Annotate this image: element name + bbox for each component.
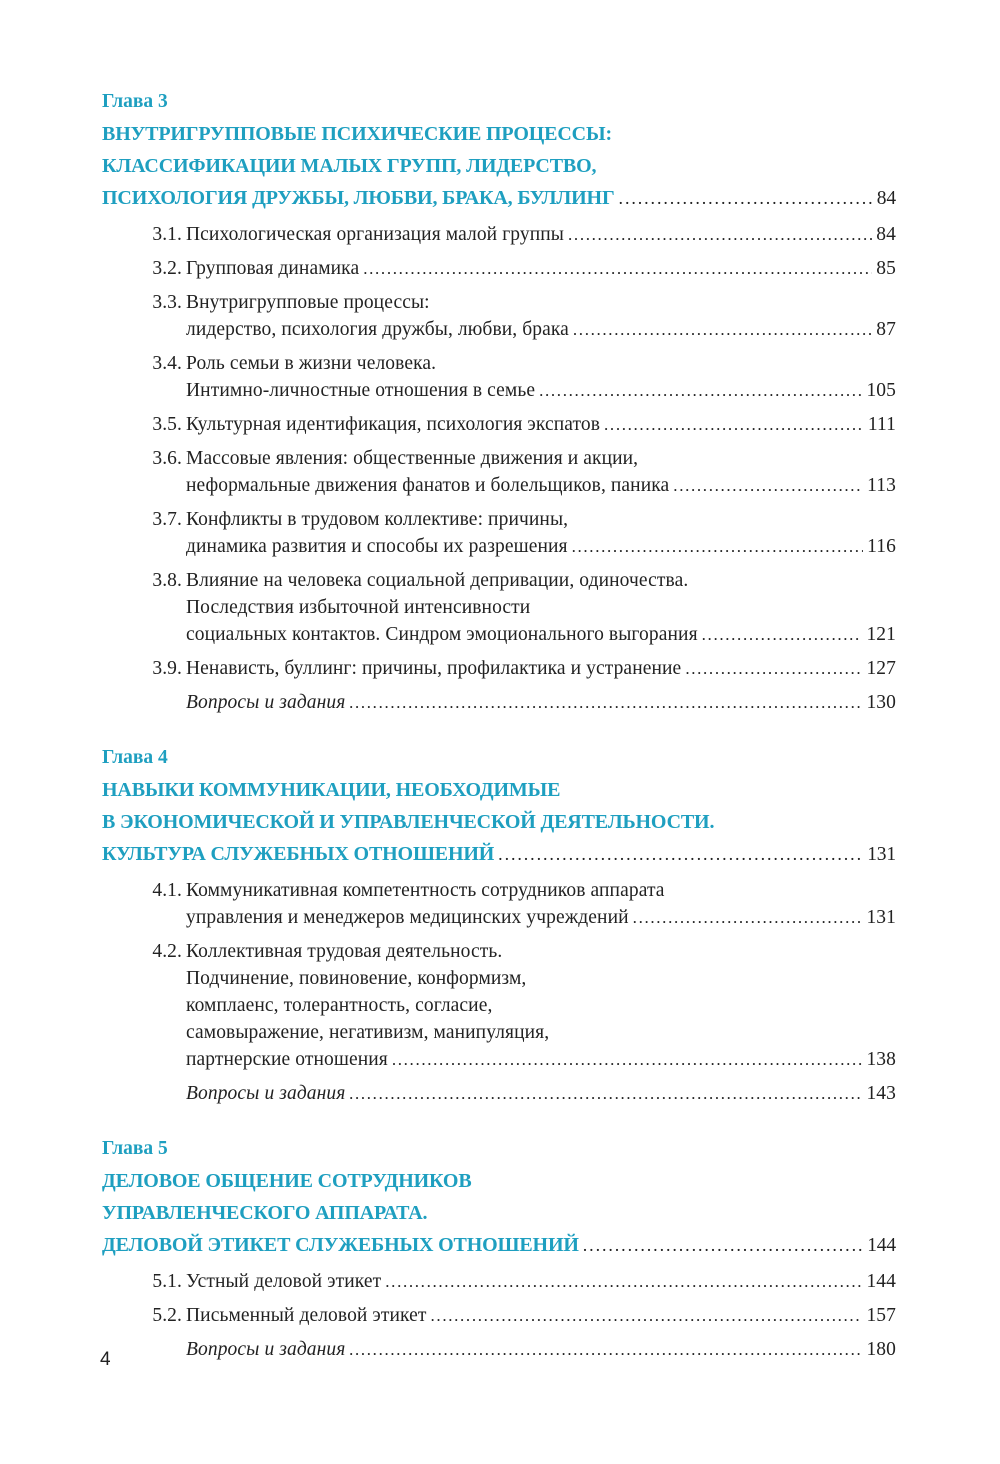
dot-leader: [702, 621, 863, 648]
chapter-title-line-last: [102, 182, 896, 215]
section-page: 84: [876, 224, 896, 245]
section-title: [186, 506, 896, 560]
section-number: 3.7.: [152, 509, 182, 530]
toc-entry: [102, 1302, 896, 1329]
dot-leader: [572, 533, 864, 560]
questions-body: [102, 1336, 896, 1363]
section-page: 85: [876, 258, 896, 279]
section-page: 131: [866, 907, 896, 928]
section-title: [186, 221, 896, 248]
section-title-line: социальных контактов. Синдром эмоционального выгорания: [186, 624, 698, 645]
section-title-line: Устный деловой этикет: [186, 1271, 382, 1292]
dot-leader: [431, 1302, 863, 1329]
dot-leader: [633, 904, 863, 931]
table-of-contents: [102, 86, 896, 1389]
toc-entry: [102, 411, 896, 438]
chapter-title-line: ПСИХОЛОГИЯ ДРУЖБЫ, ЛЮБВИ, БРАКА, БУЛЛИНГ: [102, 187, 615, 209]
section-title-line: неформальные движения фанатов и болельщиков, паника: [186, 475, 670, 496]
section-title-line-last: [186, 621, 896, 648]
section-title-line-last: [186, 377, 896, 404]
questions-line: [186, 1080, 896, 1107]
questions-label: Вопросы и задания: [186, 1083, 346, 1104]
section-title-line: Конфликты в трудовом коллективе: причины,: [186, 509, 569, 530]
section-page: 157: [866, 1305, 896, 1326]
dot-leader: [604, 411, 864, 438]
chapter-title: [102, 774, 896, 871]
section-title-line: Групповая динамика: [186, 258, 360, 279]
toc-entry: [102, 1268, 896, 1295]
section-number: 4.1.: [152, 880, 182, 901]
section-number: 3.4.: [152, 353, 182, 374]
toc-entry: [102, 567, 896, 648]
section-title-line-last: [186, 1268, 896, 1295]
section-title-line: лидерство, психология дружбы, любви, брака: [186, 319, 569, 340]
toc-entry: [102, 938, 896, 1073]
dot-leader: [385, 1268, 862, 1295]
chapter-title-line-last: [102, 1229, 896, 1262]
section-page: 144: [866, 1271, 896, 1292]
questions-entry: [102, 689, 896, 716]
chapter-title-line: В ЭКОНОМИЧЕСКОЙ И УПРАВЛЕНЧЕСКОЙ ДЕЯТЕЛЬНОСТИ.: [102, 811, 715, 833]
section-title-line-last: [186, 533, 896, 560]
section-title-line-last: [186, 255, 896, 282]
section-list: [102, 1268, 896, 1363]
section-title-line: Коммуникативная компетентность сотрудников аппарата: [186, 880, 665, 901]
chapter-page: 144: [867, 1235, 896, 1256]
section-title-line: Психологическая организация малой группы: [186, 224, 565, 245]
section-title-line: партнерские отношения: [186, 1049, 388, 1070]
questions-line: [186, 1336, 896, 1363]
toc-entry: [102, 255, 896, 282]
chapter-title: [102, 1165, 896, 1262]
section-page: 87: [876, 319, 896, 340]
chapter-page: 131: [867, 844, 896, 865]
chapter-label: Глава 3: [102, 91, 168, 112]
section-title: [186, 567, 896, 648]
section-number: 5.1.: [152, 1271, 182, 1292]
questions-entry: [102, 1336, 896, 1363]
section-list: [102, 877, 896, 1107]
questions-page: 130: [866, 692, 896, 713]
section-number: 3.8.: [152, 570, 182, 591]
section-title-line: Подчинение, повиновение, конформизм,: [186, 968, 527, 989]
section-title-line: Последствия избыточной интенсивности: [186, 597, 531, 618]
chapter-label: Глава 4: [102, 747, 168, 768]
section-title: [186, 938, 896, 1073]
toc-entry: [102, 877, 896, 931]
toc-entry: [102, 655, 896, 682]
section-number: 3.2.: [152, 258, 182, 279]
questions-body: [102, 1080, 896, 1107]
section-title-line-last: [186, 904, 896, 931]
chapter-title-line: ДЕЛОВОЕ ОБЩЕНИЕ СОТРУДНИКОВ: [102, 1170, 472, 1192]
toc-entry: [102, 445, 896, 499]
section-number: 3.5.: [152, 414, 182, 435]
chapter-title-line: НАВЫКИ КОММУНИКАЦИИ, НЕОБХОДИМЫЕ: [102, 779, 561, 801]
section-number: 3.6.: [152, 448, 182, 469]
chapter-page: 84: [876, 188, 896, 209]
section-title-line: управления и менеджеров медицинских учреждений: [186, 907, 629, 928]
section-title-line: Интимно-личностные отношения в семье: [186, 380, 536, 401]
section-title-line-last: [186, 1302, 896, 1329]
section-number: 5.2.: [152, 1305, 182, 1326]
section-page: 138: [866, 1049, 896, 1070]
dot-leader: [583, 1229, 863, 1261]
section-title-line: комплаенс, толерантность, согласие,: [186, 995, 493, 1016]
dot-leader: [498, 838, 863, 870]
section-title-line: Влияние на человека социальной депривации, одиночества.: [186, 570, 689, 591]
questions-line: [186, 689, 896, 716]
dot-leader: [568, 221, 872, 248]
section-title-line: самовыражение, негативизм, манипуляция,: [186, 1022, 550, 1043]
section-title-line: Культурная идентификация, психология экспатов: [186, 414, 601, 435]
dot-leader: [685, 655, 862, 682]
chapter-title-line: КУЛЬТУРА СЛУЖЕБНЫХ ОТНОШЕНИЙ: [102, 843, 495, 865]
section-title: [186, 255, 896, 282]
section-title: [186, 350, 896, 404]
section-page: 111: [867, 414, 896, 435]
toc-entry: [102, 221, 896, 248]
questions-page: 180: [866, 1339, 896, 1360]
dot-leader: [573, 316, 872, 343]
section-title: [186, 655, 896, 682]
dot-leader: [363, 255, 872, 282]
section-title-line: Письменный деловой этикет: [186, 1305, 427, 1326]
section-title-line: динамика развития и способы их разрешения: [186, 536, 568, 557]
section-number: 3.3.: [152, 292, 182, 313]
section-title-line-last: [186, 655, 896, 682]
questions-body: [102, 689, 896, 716]
chapter: [102, 86, 896, 716]
section-page: 113: [867, 475, 896, 496]
chapter-title-line: КЛАССИФИКАЦИИ МАЛЫХ ГРУПП, ЛИДЕРСТВО,: [102, 155, 597, 177]
section-number: 3.1.: [152, 224, 182, 245]
chapter-label: Глава 5: [102, 1138, 168, 1159]
chapter-title-line: ДЕЛОВОЙ ЭТИКЕТ СЛУЖЕБНЫХ ОТНОШЕНИЙ: [102, 1234, 579, 1256]
section-title: [186, 877, 896, 931]
dot-leader: [349, 1336, 862, 1363]
section-title-line: Массовые явления: общественные движения и акции,: [186, 448, 639, 469]
section-title-line-last: [186, 221, 896, 248]
section-number: 3.9.: [152, 658, 182, 679]
section-title: [186, 1268, 896, 1295]
toc-entry: [102, 350, 896, 404]
dot-leader: [392, 1046, 863, 1073]
dot-leader: [673, 472, 863, 499]
section-title: [186, 411, 896, 438]
chapter-title-line-last: [102, 838, 896, 871]
section-page: 105: [866, 380, 896, 401]
section-title: [186, 1302, 896, 1329]
section-title-line: Внутригрупповые процессы:: [186, 292, 430, 313]
section-title-line: Ненависть, буллинг: причины, профилактика и устранение: [186, 658, 682, 679]
chapter: [102, 742, 896, 1107]
dot-leader: [349, 1080, 862, 1107]
chapter-title-line: УПРАВЛЕНЧЕСКОГО АППАРАТА.: [102, 1202, 428, 1224]
dot-leader: [619, 182, 873, 214]
toc-entry: [102, 506, 896, 560]
dot-leader: [349, 689, 862, 716]
section-title-line: Роль семьи в жизни человека.: [186, 353, 437, 374]
section-title-line-last: [186, 316, 896, 343]
section-page: 121: [866, 624, 896, 645]
chapter-title: [102, 118, 896, 215]
section-title-line: Коллективная трудовая деятельность.: [186, 941, 503, 962]
section-title-line-last: [186, 411, 896, 438]
questions-label: Вопросы и задания: [186, 1339, 346, 1360]
section-list: [102, 221, 896, 716]
section-page: 127: [866, 658, 896, 679]
section-title: [186, 445, 896, 499]
questions-entry: [102, 1080, 896, 1107]
dot-leader: [539, 377, 862, 404]
chapter-title-line: ВНУТРИГРУППОВЫЕ ПСИХИЧЕСКИЕ ПРОЦЕССЫ:: [102, 123, 612, 145]
chapter: [102, 1133, 896, 1363]
section-page: 116: [867, 536, 896, 557]
questions-label: Вопросы и задания: [186, 692, 346, 713]
questions-page: 143: [866, 1083, 896, 1104]
section-title-line-last: [186, 1046, 896, 1073]
section-title: [186, 289, 896, 343]
section-number: 4.2.: [152, 941, 182, 962]
section-title-line-last: [186, 472, 896, 499]
toc-entry: [102, 289, 896, 343]
page-number: 4: [100, 1349, 111, 1370]
